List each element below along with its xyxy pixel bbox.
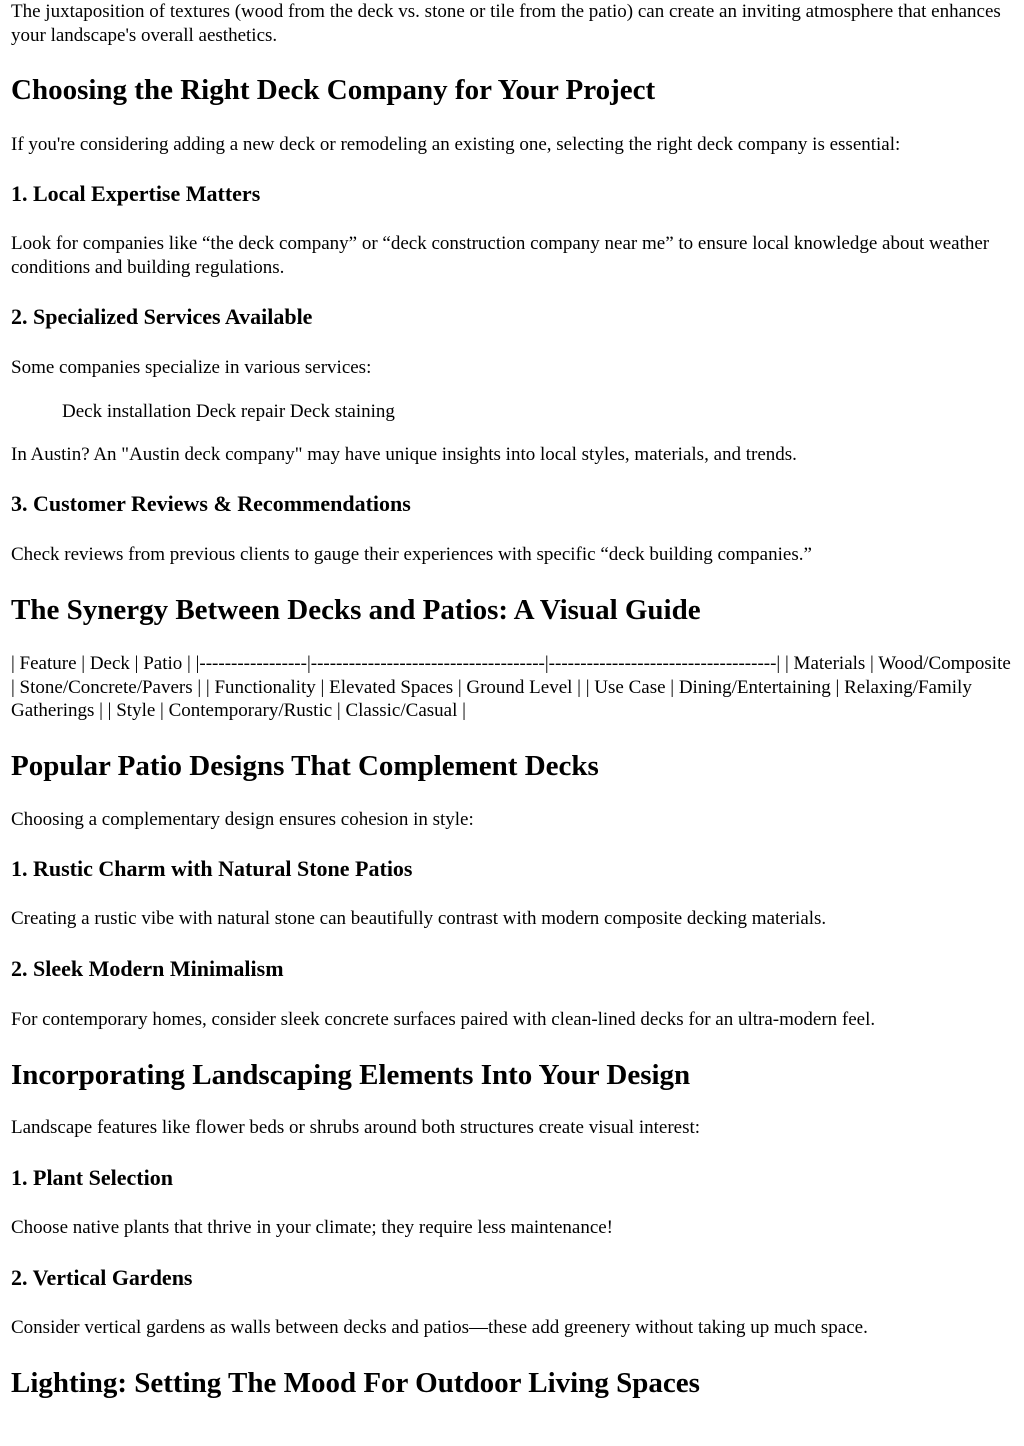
heading-local-expertise: 1. Local Expertise Matters xyxy=(11,181,261,206)
reviews-paragraph: Check reviews from previous clients to gauge their experiences with specific “deck building companies.” xyxy=(11,544,812,565)
company-intro-paragraph: If you're considering adding a new deck or remodeling an existing one, selecting the right deck company is essential: xyxy=(11,134,901,155)
services-list: Deck installation Deck repair Deck staining xyxy=(62,401,395,422)
landscaping-intro-paragraph: Landscape features like flower beds or shrubs around both structures create visual interest: xyxy=(11,1117,701,1138)
heading-vertical-gardens: 2. Vertical Gardens xyxy=(11,1265,193,1290)
local-expertise-paragraph: Look for companies like “the deck company” or “deck construction company near me” to ensure local knowledge about weather conditions and building regulations. xyxy=(11,233,990,278)
modern-paragraph: For contemporary homes, consider sleek concrete surfaces paired with clean-lined decks for an ultra-modern feel. xyxy=(11,1009,876,1030)
heading-rustic-charm: 1. Rustic Charm with Natural Stone Patios xyxy=(11,856,413,881)
heading-patio-designs: Popular Patio Designs That Complement Decks xyxy=(11,750,599,782)
heading-synergy: The Synergy Between Decks and Patios: A Visual Guide xyxy=(11,594,701,626)
services-intro-paragraph: Some companies specialize in various services: xyxy=(11,357,372,378)
comparison-table-text: | Feature | Deck | Patio | |-----------------|-------------------------------------|------------------------------------| | Materials | Wood/Composite | Stone/Concrete/Pavers | | Functionality | Elevated Spaces | Ground Level | | Use Case | Dining/Entertaining | Relaxing/Family Gatherings | | Style | Contemporary/Rustic | Classic/Casual | xyxy=(11,653,1011,721)
plant-selection-paragraph: Choose native plants that thrive in your climate; they require less maintenance! xyxy=(11,1217,614,1238)
vertical-gardens-paragraph: Consider vertical gardens as walls between decks and patios—these add greenery without taking up much space. xyxy=(11,1317,868,1338)
heading-specialized-services: 2. Specialized Services Available xyxy=(11,304,313,329)
heading-plant-selection: 1. Plant Selection xyxy=(11,1165,173,1190)
heading-choosing-deck-company: Choosing the Right Deck Company for Your Project xyxy=(11,74,656,106)
intro-paragraph: The juxtaposition of textures (wood from the deck vs. stone or tile from the patio) can create an inviting atmosphere that enhances your landscape's overall aesthetics. xyxy=(11,1,1001,46)
heading-customer-reviews: 3. Customer Reviews & Recommendations xyxy=(11,491,411,516)
austin-paragraph: In Austin? An "Austin deck company" may have unique insights into local styles, materials, and trends. xyxy=(11,444,797,465)
patio-intro-paragraph: Choosing a complementary design ensures cohesion in style: xyxy=(11,809,474,830)
heading-modern-minimalism: 2. Sleek Modern Minimalism xyxy=(11,956,284,981)
heading-lighting: Lighting: Setting The Mood For Outdoor Living Spaces xyxy=(11,1367,700,1399)
rustic-paragraph: Creating a rustic vibe with natural stone can beautifully contrast with modern composite decking materials. xyxy=(11,908,827,929)
heading-landscaping: Incorporating Landscaping Elements Into Your Design xyxy=(11,1059,691,1091)
